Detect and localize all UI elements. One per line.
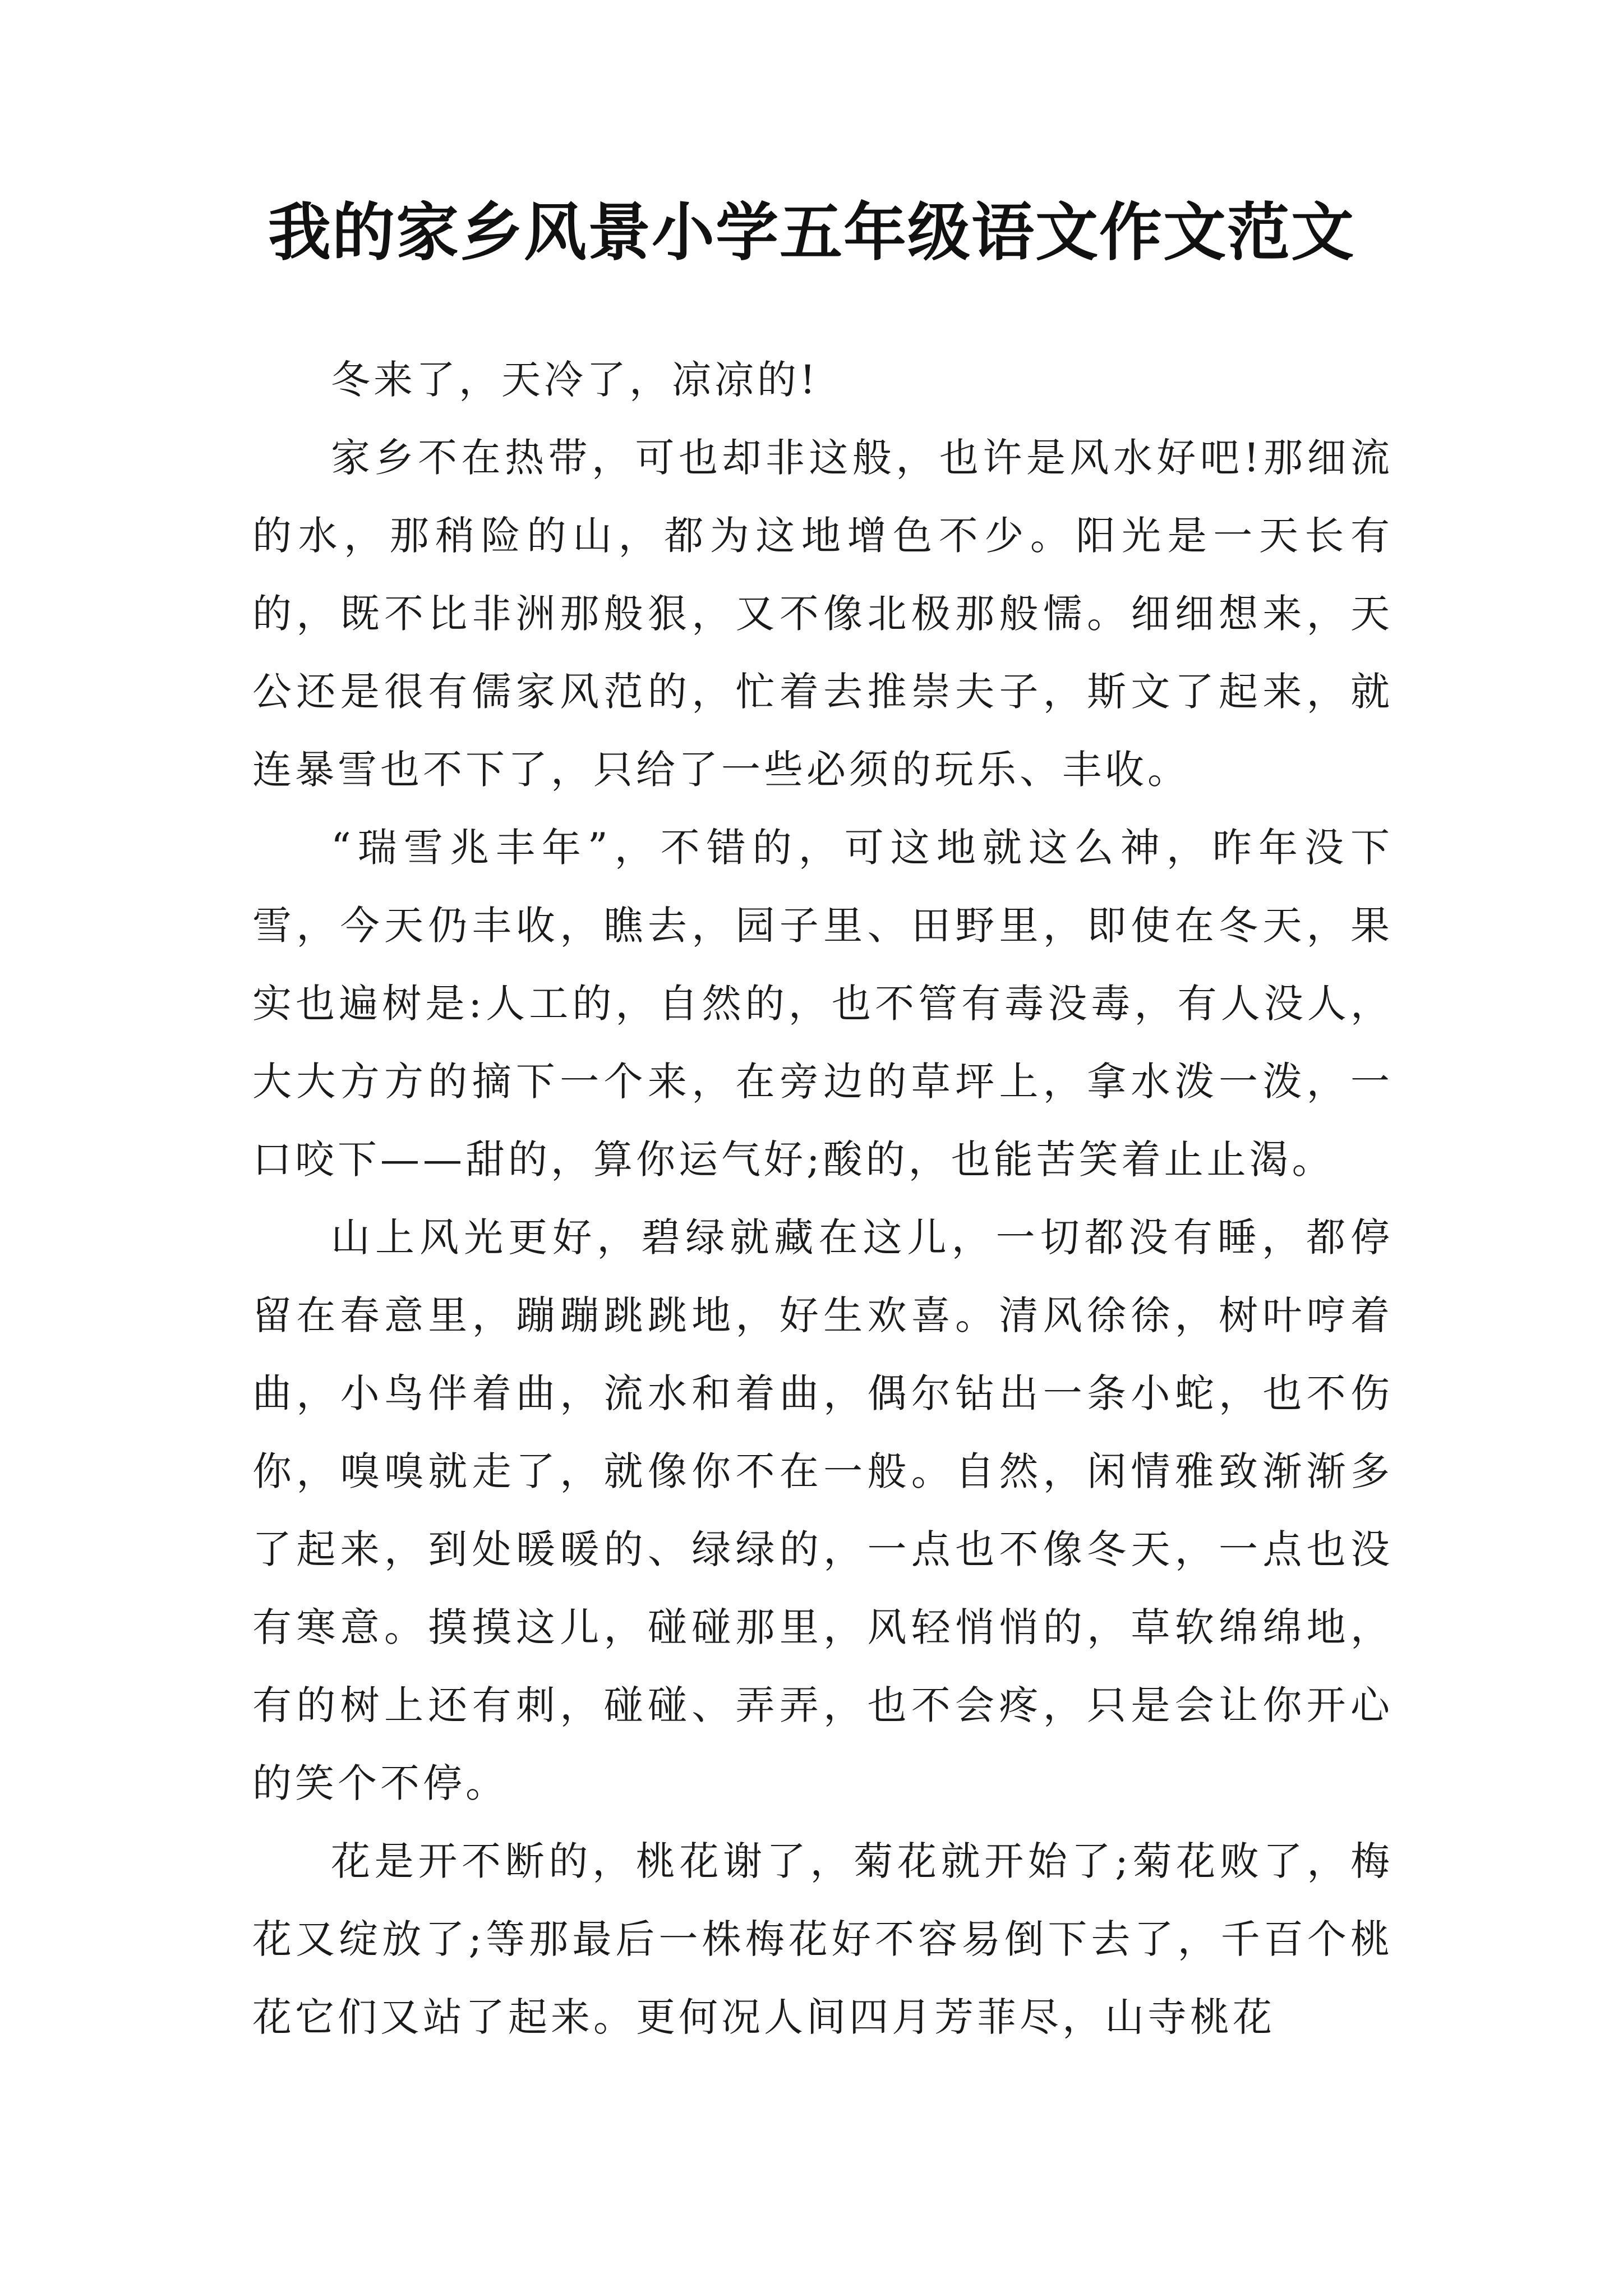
paragraph: 山上风光更好，碧绿就藏在这儿，一切都没有睡，都停留在春意里，蹦蹦跳跳地，好生欢喜。清风徐徐，树叶哼着曲，小鸟伴着曲，流水和着曲，偶尔钻出一条小蛇，也不伤你，嗅嗅就走了，就像你不在一般。自然，闲情雅致渐渐多了起来，到处暖暖的、绿绿的，一点也不像冬天，一点也没有寒意。摸摸这儿，碰碰那里，风轻悄悄的，草软绵绵地，有的树上还有刺，碰碰、弄弄，也不会疼，只是会让你开心的笑个不停。 [252,1214,1393,1806]
paragraph: 花是开不断的，桃花谢了，菊花就开始了;菊花败了，梅花又绽放了;等那最后一株梅花好不容易倒下去了，千百个桃花它们又站了起来。更何况人间四月芳菲尽，山寺桃花 [252,1838,1393,2040]
paragraph: 冬来了，天冷了，凉凉的! [331,357,819,403]
paragraph: 家乡不在热带，可也却非这般，也许是风水好吧!那细流的水，那稍险的山，都为这地增色不少。阳光是一天长有的，既不比非洲那般狠，又不像北极那般懦。细细想来，天公还是很有儒家风范的，忙着去推崇夫子，斯文了起来，就连暴雪也不下了，只给了一些必须的玩乐、丰收。 [252,435,1393,793]
document-body [252,341,1393,2056]
paragraph: “瑞雪兆丰年”，不错的，可这地就这么神，昨年没下雪，今天仍丰收，瞧去，园子里、田野里，即使在冬天，果实也遍树是:人工的，自然的，也不管有毒没毒，有人没人，大大方方的摘下一个来，在旁边的草坪上，拿水泼一泼，一口咬下——甜的，算你运气好;酸的，也能苦笑着止止渴。 [252,825,1393,1182]
document-title: 我的家乡风景小学五年级语文作文范文 [268,196,1355,269]
